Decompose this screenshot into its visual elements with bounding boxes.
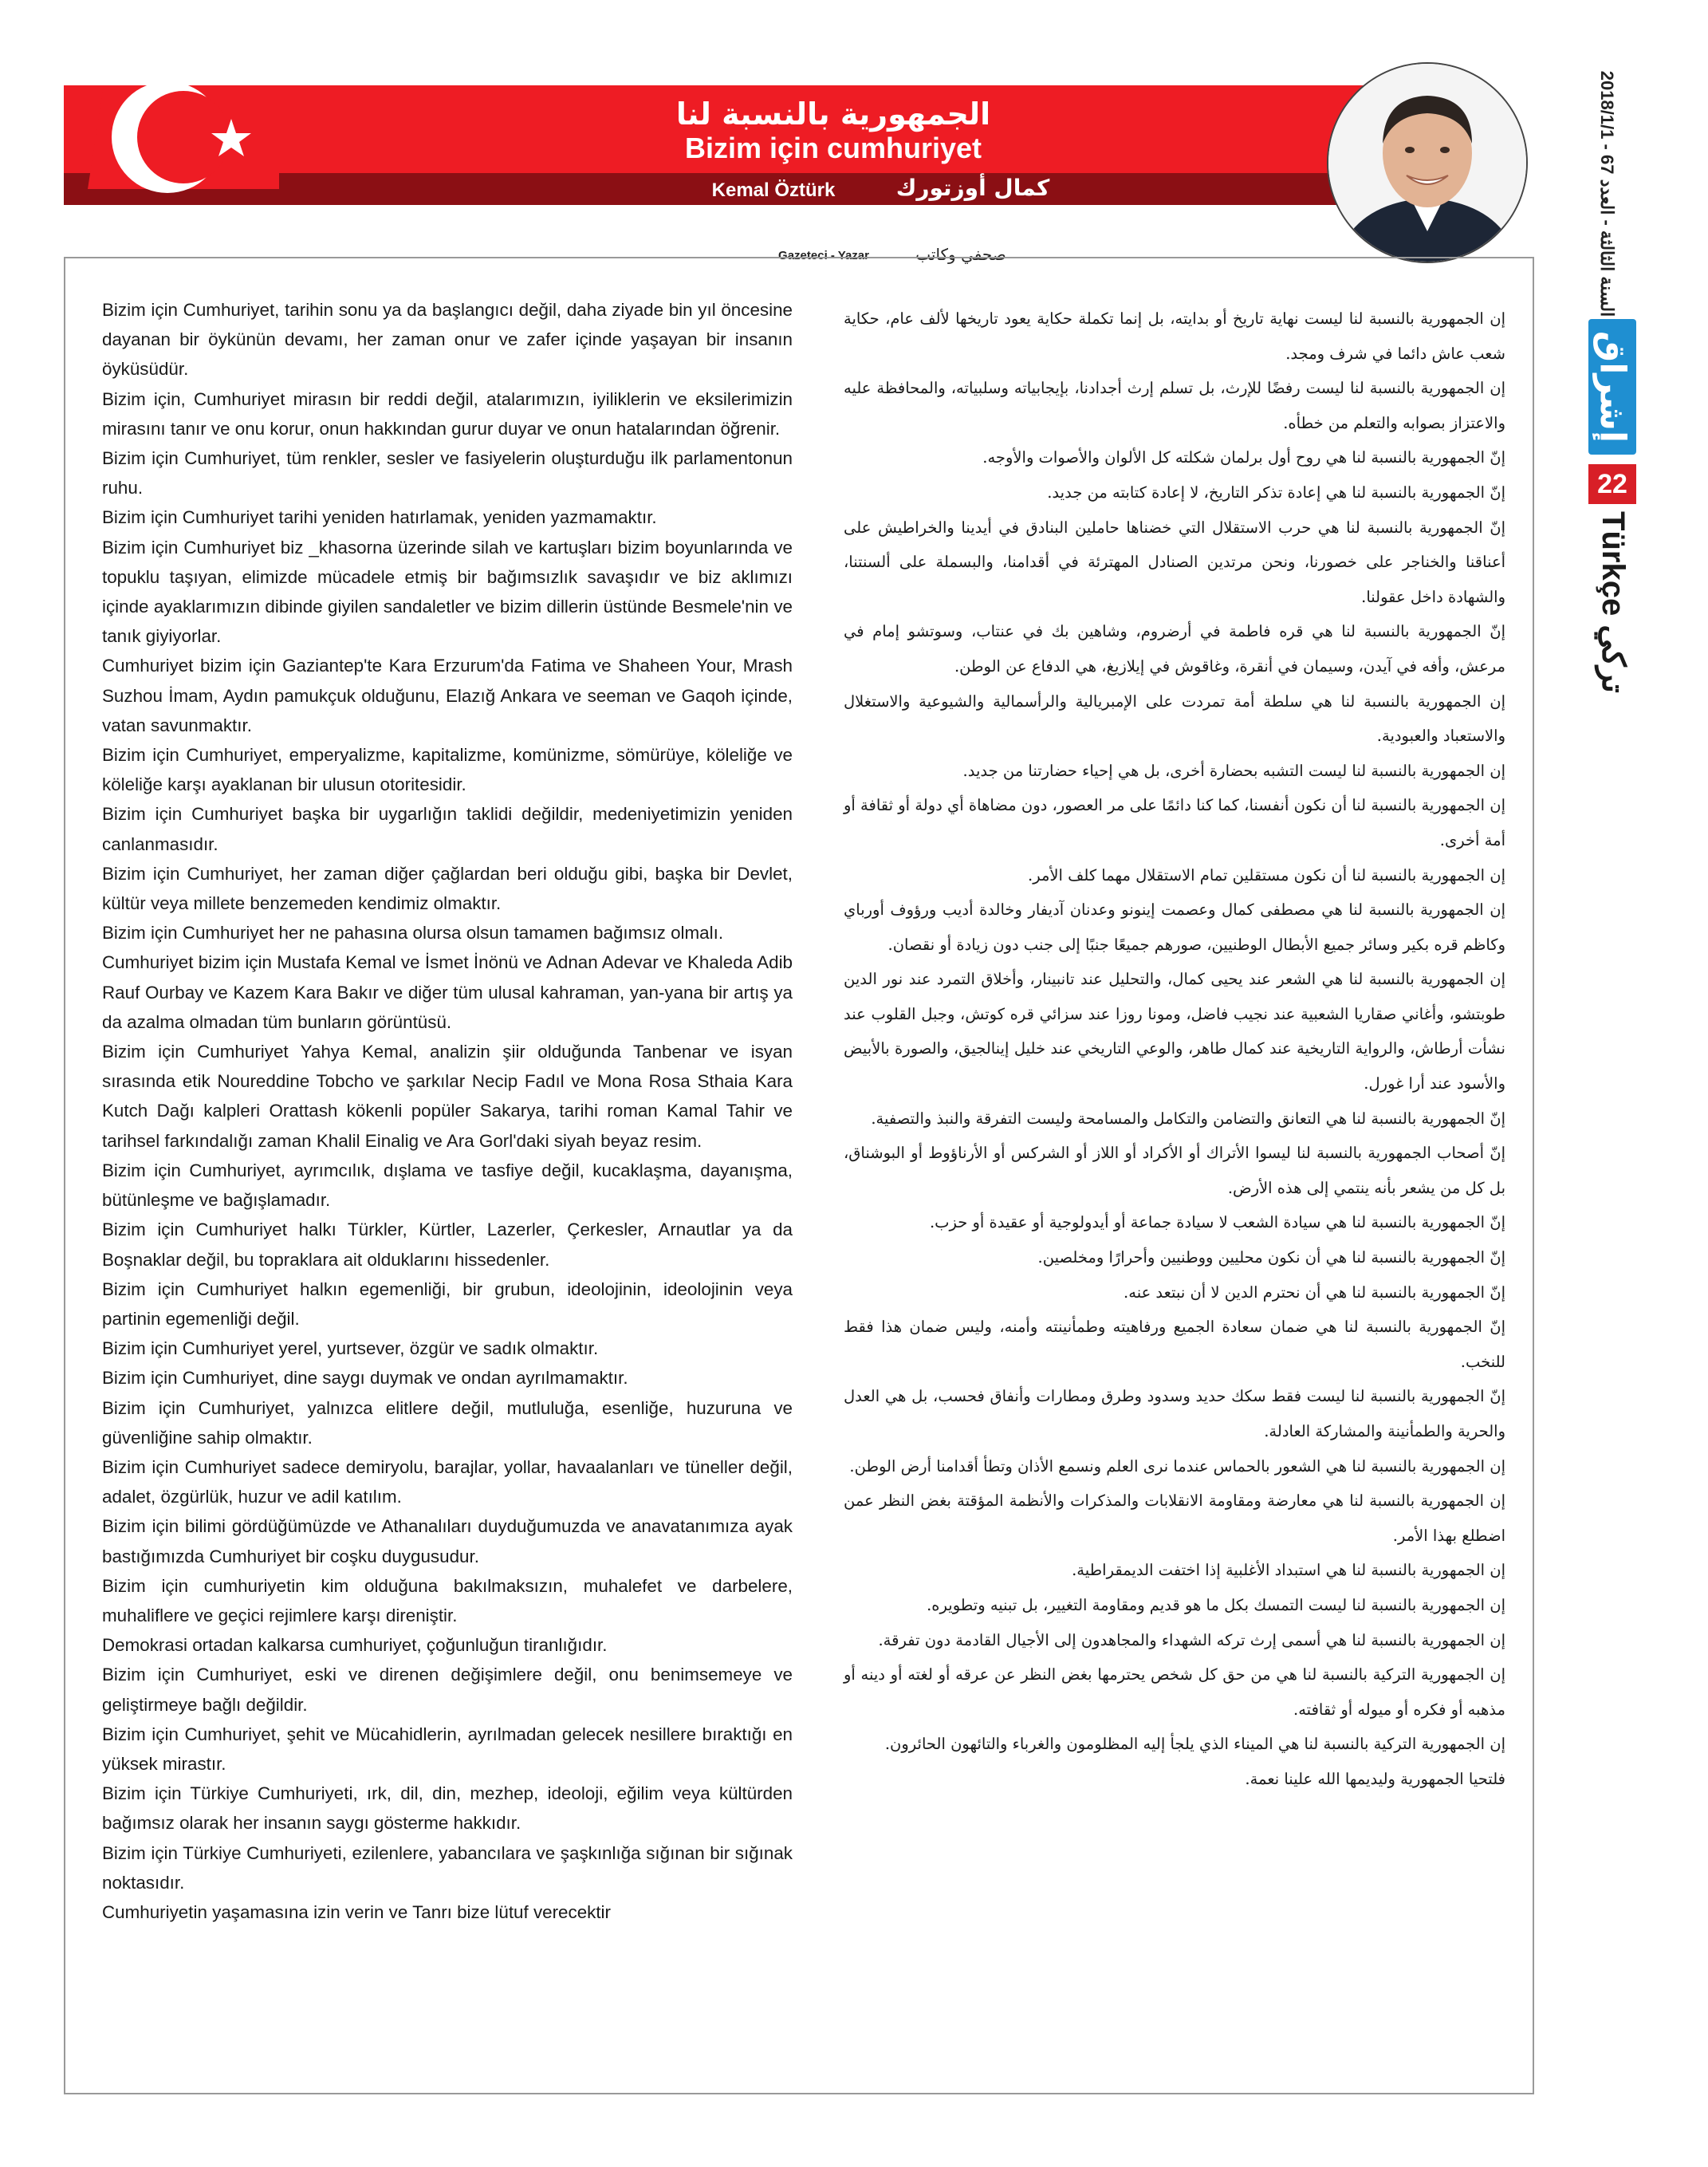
article-paragraph: إنّ الجمهورية بالنسبة لنا هي سيادة الشعب لا سيادة جماعة أو أيدولوجية أو عقيدة أو حزب. — [929, 1213, 1505, 1232]
article-paragraph: Bizim için Cumhuriyet tarihi yeniden hatırlamak, yeniden yazmamaktır. — [102, 507, 657, 528]
article-paragraph: إنّ الجمهورية بالنسبة لنا هي روح أول برلمان شكلته كل الألوان والأصوات والأوجه. — [982, 448, 1505, 467]
article-paragraph: Bizim için Cumhuriyet sadece demiryolu, barajlar, yollar, havaalanları ve tüneller değil, adalet, özgürlük, huzur ve adil katılım. — [102, 1456, 793, 1507]
article-paragraph: إن الجمهورية التركية بالنسبة لنا هي من حق كل شخص يحترمها بغض النظر عن عرقه أو لغته أو دينه أو مذهبه أو فكره أو ميوله أو ثقافته. — [844, 1665, 1505, 1719]
turkish-flag-icon — [72, 69, 279, 221]
article-paragraph: Bizim için Cumhuriyet, tüm renkler, sesler ve fasiyelerin oluşturduğu ilk parlamentonun ruhu. — [102, 448, 793, 498]
article-paragraph: إنّ الجمهورية بالنسبة لنا هي ضمان سعادة الجميع ورفاهيته وطمأنينته وأمنه، وليس ضمان هذا فقط للنخب. — [844, 1318, 1505, 1371]
article-paragraph: إن الجمهورية بالنسبة لنا ليست نهاية تاريخ أو بدايته، بل إنما تكملة حكاية يعود تاريخها لألف عام، حكاية شعب عاش دائما في شرف ومجد. — [844, 309, 1505, 363]
article-paragraph: Bizim için Cumhuriyet biz _khasorna üzerinde silah ve kartuşları bizim boyunlarında ve topuklu taşıyan, elimizde mücadele etmiş bir bağımsızlık savaşıdır ve biz aklımızı içinde ayaklarımızın dibinde giyilen sandaletler ve bizim dillerin üstünde Besmele'nin ve tanık giyiyorlar. — [102, 537, 793, 647]
article-paragraph: Bizim için Cumhuriyet, şehit ve Mücahidlerin, ayrılmadan gelecek nesillere bıraktığı en yüksek mirastır. — [102, 1724, 793, 1774]
article-paragraph: Bizim için Cumhuriyet, tarihin sonu ya da başlangıcı değil, daha ziyade bin yıl öncesine dayanan bir öykünün devamı, her zaman onur ve zafer içinde yaşayan bir insanın öyküsüdür. — [102, 300, 793, 380]
author-portrait-icon — [1328, 64, 1526, 262]
turkish-column — [102, 295, 793, 1927]
article-paragraph: Bizim için, Cumhuriyet mirasın bir reddi değil, atalarımızın, iyiliklerin ve eksilerimizin mirasını tanır ve onu korur, onun hakkından gurur duyar ve onun hatalarından öğrenir. — [102, 388, 793, 439]
article-paragraph: Bizim için cumhuriyetin kim olduğuna bakılmaksızın, muhalefet ve darbelere, muhaliflere ve geçici rejimlere karşı direniştir. — [102, 1575, 793, 1625]
language-strip — [1587, 510, 1639, 694]
article-paragraph: إن الجمهورية بالنسبة لنا هي معارضة ومقاومة الانقلابات والمذكرات والأنظمة المؤقتة بغض النظر عمن اضطلع بهذا الأمر. — [844, 1491, 1505, 1545]
article-paragraph: إنّ الجمهورية بالنسبة لنا هي أن نحترم الدين لا أن نبتعد عنه. — [1124, 1282, 1505, 1302]
article-paragraph: إن الجمهورية بالنسبة لنا هي أسمى إرث تركه الشهداء والمجاهدون إلى الأجيال القادمة دون تفرقة. — [878, 1630, 1505, 1649]
article-paragraph: إن الجمهورية التركية بالنسبة لنا هي الميناء الذي يلجأ إليه المظلومون والغرباء والتائهون الحائرون. — [884, 1735, 1505, 1754]
author-name-turkish: Kemal Öztürk — [711, 179, 836, 201]
article-paragraph: إنّ الجمهورية بالنسبة لنا هي حرب الاستقلال التي خضناها حاملين البنادق في أيدينا والخراطيش على أعناقنا والخناجر على خصورنا، ونحن مرتدين الصنادل المهترئة في أقدامنا، والبسملة على ألسنتنا، والشهادة داخل عقولنا. — [844, 518, 1505, 606]
article-paragraph: Bizim için Cumhuriyet Yahya Kemal, analizin şiir olduğunda Tanbenar ve isyan sırasında etik Noureddine Tobcho ve şarkılar Necip Fadıl ve Mona Rosa Sthaia Kara Kutch Dağı kalpleri Orattash kökenli popüler Sakarya, tarihi roman Kamal Tahir ve tarihsel farkındalığı zaman Khalil Einalig ve Ara Gorl'daki siyah beyaz resim. — [102, 1042, 793, 1151]
article-paragraph: Bizim için Cumhuriyet, emperyalizme, kapitalizme, komünizme, sömürüye, köleliğe ve köleliğe karşı ayaklanan bir ulusun otoritesidir. — [102, 745, 793, 795]
article-paragraph: Bizim için Cumhuriyet halkı Türkler, Kürtler, Lazerler, Çerkesler, Arnautlar ya da Boşnaklar değil, bu topraklara ait olduklarını hissedenler. — [102, 1219, 793, 1270]
article-paragraph: إنّ الجمهورية بالنسبة لنا هي إعادة تذكر التاريخ، لا إعادة كتابته من جديد. — [1047, 483, 1505, 502]
article-paragraph: Bizim için Cumhuriyet başka bir uygarlığın taklidi değildir, medeniyetimizin yeniden canlanmasıdır. — [102, 804, 793, 854]
arabic-column — [844, 301, 1505, 1797]
author-name-arabic: كمال أوزتورك — [895, 175, 1050, 201]
article-paragraph: إن الجمهورية بالنسبة لنا هي الشعور بالحماس عندما نرى العلم ونسمع الأذان وتطأ أقدامنا أرض الوطن. — [849, 1456, 1505, 1476]
magazine-logo — [1588, 319, 1636, 455]
article-paragraph: Cumhuriyetin yaşamasına izin verin ve Tanrı bize lütuf verecektir — [102, 1901, 611, 1922]
article-paragraph: إن الجمهورية بالنسبة لنا أن نكون أنفسنا، كما كنا دائمًا على مر العصور، دون مضاهاة أي دولة أو ثقافة أو أمة أخرى. — [844, 796, 1505, 849]
article-paragraph: Demokrasi ortadan kalkarsa cumhuriyet, çoğunluğun tiranlığıdır. — [102, 1635, 608, 1656]
article-paragraph: إنّ الجمهورية بالنسبة لنا هي أن نكون محليين ووطنيين وأحرارًا ومخلصين. — [1037, 1248, 1505, 1267]
article-paragraph: فلتحيا الجمهورية وليديمها الله علينا نعمة. — [1245, 1769, 1505, 1788]
magazine-logo-text: إشراق — [1592, 330, 1633, 443]
article-paragraph: إنّ الجمهورية بالنسبة لنا هي قره فاطمة في أرضروم، وشاهين بك في عنتاب، وسوتشو إمام في مرعش، وأفه في آيدن، وسيمان في أنقرة، وغاقوش في إيلازيغ، هي الدفاع عن الوطن. — [844, 622, 1505, 676]
article-paragraph: إن الجمهورية بالنسبة لنا ليست التمسك بكل ما هو قديم ومقاومة التغيير، بل تبنيه وتطويره. — [927, 1595, 1505, 1614]
article-paragraph: Bizim için Türkiye Cumhuriyeti, ezilenlere, yabancılara ve şaşkınlığa sığınan bir sığınak noktasıdır. — [102, 1842, 793, 1893]
section-language: Türkçe تركي — [1596, 511, 1631, 693]
title-arabic: الجمهورية بالنسبة لنا — [675, 97, 991, 132]
article-paragraph: Bizim için Cumhuriyet, yalnızca elitlere değil, mutluluğa, esenliğe, huzuruna ve güvenliğine sahip olmaktır. — [102, 1397, 793, 1448]
article-header — [64, 85, 1531, 264]
title-turkish: Bizim için cumhuriyet — [684, 132, 982, 164]
article-paragraph: إن الجمهورية بالنسبة لنا ليست التشبه بحضارة أخرى، بل هي إحياء حضارتنا من جديد. — [962, 761, 1505, 780]
article-paragraph: إن الجمهورية بالنسبة لنا أن نكون مستقلين تمام الاستقلال مهما كلف الأمر. — [1028, 865, 1505, 885]
article-paragraph: Cumhuriyet bizim için Gaziantep'te Kara Erzurum'da Fatima ve Shaheen Your, Mrash Suzhou İmam, Aydın pamukçuk olduğunu, Elazığ Ankara ve seeman ve Gaqoh içinde, vatan savunmaktır. — [102, 656, 793, 735]
article-paragraph: إن الجمهورية بالنسبة لنا ليست رفضًا للإرث، بل تسلم إرث أجدادنا، بإيجابياته وسلبياته، والمحافظة عليه والاعتزاز بصوابه والتعلم من خطأه. — [844, 379, 1505, 432]
article-paragraph: Bizim için Cumhuriyet, her zaman diğer çağlardan beri olduğu gibi, başka bir Devlet, kültür veya millete benzemeden kendimiz olmaktır. — [102, 863, 793, 914]
article-paragraph: إن الجمهورية بالنسبة لنا هي مصطفى كمال وعصمت إينونو وعدنان آديفار وخالدة أديب ورؤوف أورباي وكاظم قره بكير وسائر جميع الأبطال الوطنيين، صورهم جميعًا جنبًا إلى جنب دون زيادة أو نقصان. — [844, 900, 1505, 954]
article-paragraph: إنّ الجمهورية بالنسبة لنا هي التعانق والتضامن والتكامل والمسامحة وليست التفرقة والنبذ والتصفية. — [871, 1109, 1505, 1128]
article-paragraph: Bizim için Cumhuriyet yerel, yurtsever, özgür ve sadık olmaktır. — [102, 1338, 599, 1359]
article-paragraph: Cumhuriyet bizim için Mustafa Kemal ve İsmet İnönü ve Adnan Adevar ve Khaleda Adib Rauf Ourbay ve Kazem Kara Bakır ve diğer tüm ulusal kahraman, yan-yana bir artış ya da azalma olmadan tüm bunların görüntüsü. — [102, 952, 793, 1032]
article-paragraph: إن الجمهورية بالنسبة لنا هي سلطة أمة تمردت على الإمبريالية والرأسمالية والشيوعية والاستغلال والاستعباد والعبودية. — [844, 691, 1505, 746]
page-number: 22 — [1588, 464, 1636, 504]
article-paragraph: Bizim için bilimi gördüğümüzde ve Athanalıları duyduğumuzda ve anavatanımıza ayak bastığımızda Cumhuriyet bir coşku duygusudur. — [102, 1516, 793, 1566]
article-paragraph: إن الجمهورية بالنسبة لنا هي استبداد الأغلبية إذا اختفت الديمقراطية. — [1072, 1561, 1505, 1580]
article-paragraph: Bizim için Cumhuriyet halkın egemenliği, bir grubun, ideolojinin, ideolojinin veya partinin egemenliği değil. — [102, 1279, 793, 1329]
article-paragraph: Bizim için Cumhuriyet, eski ve direnen değişimlere değil, onu benimsemeye ve geliştirmeye bağlı değildir. — [102, 1665, 793, 1715]
author-role-turkish: Gazeteci - Yazar — [778, 249, 869, 262]
article-paragraph: Bizim için Türkiye Cumhuriyeti, ırk, dil, din, mezhep, ideoloji, eğilim veya kültürden bağımsız olarak her insanın saygı gösterme hakkıdır. — [102, 1783, 793, 1834]
article-paragraph: إنّ أصحاب الجمهورية بالنسبة لنا ليسوا الأتراك أو الأكراد أو اللاز أو الشركس أو الأرناؤوط أو البوشناق، بل كل من يشعر بأنه ينتمي إلى هذه الأرض. — [844, 1144, 1505, 1197]
author-photo — [1327, 62, 1528, 263]
article-paragraph: Bizim için Cumhuriyet her ne pahasına olursa olsun tamamen bağımsız olmalı. — [102, 923, 724, 944]
article-paragraph: Bizim için Cumhuriyet, dine saygı duymak ve ondan ayrılmamaktır. — [102, 1368, 628, 1389]
author-role-arabic: صحفي وكاتب — [915, 245, 1006, 264]
article-paragraph: إنّ الجمهورية بالنسبة لنا ليست فقط سكك حديد وسدود وطرق ومطارات وأنفاق فحسب، بل هي العدل والحرية والطمأنينة والمشاركة العادلة. — [844, 1387, 1505, 1440]
article-paragraph: Bizim için Cumhuriyet, ayrımcılık, dışlama ve tasfiye değil, kucaklaşma, dayanışma, bütünleşme ve bağışlamadır. — [102, 1160, 793, 1211]
issue-date: 2018/1/1 - 67 السنة الثالثة - العدد — [1597, 70, 1617, 317]
article-paragraph: إن الجمهورية بالنسبة لنا هي الشعر عند يحيى كمال، والتحليل عند تانبينار، وأخلاق التمرد عند نور الدين طوبتشو، وأغاني صقاريا الشعبية عند نجيب فاضل، ومونا روزا عند سزائي قره كوتش، وجبل القلوب عند نشأت أرطاش، والرواية التاريخية عند كمال طاهر، والوعي التاريخي عند خليل إينالجيق، والصورة بالأبيض والأسود عند أرا غورل. — [844, 970, 1505, 1093]
issue-date-strip — [1591, 62, 1623, 325]
